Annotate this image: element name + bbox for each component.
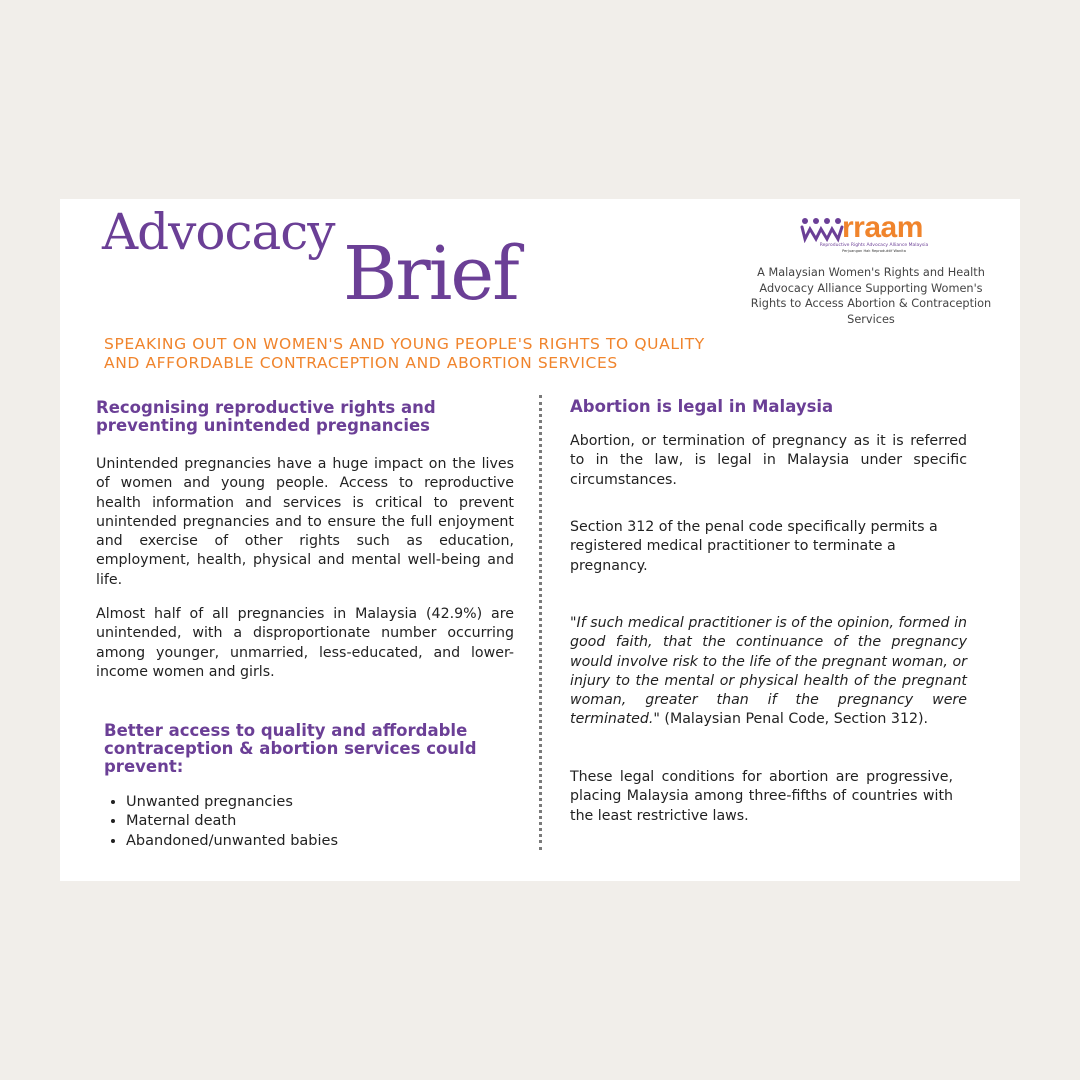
logo-tagline-secondary: Perjuangan Hak Reproduktif Wanita: [842, 249, 906, 253]
quote-citation: (Malaysian Penal Code, Section 312).: [659, 711, 929, 728]
list-item: • Unwanted pregnancies: [126, 793, 338, 812]
paragraph-unintended-impact: Unintended pregnancies have a huge impact on the lives of women and young people. Access to reproductive health information and services is critical to prevent unintended pregnancies and to ensure the full enjoyment and exercise of other rights such as education, employment, health, physical and mental well-being and life.: [96, 456, 514, 588]
alliance-description: A Malaysian Women's Rights and Health Advocacy Alliance Supporting Women's Rights to Access Abortion & Contraception Services: [750, 266, 992, 326]
heading-reproductive-rights: Recognising reproductive rights and preventing unintended pregnancies: [96, 398, 436, 435]
rraam-logo: [800, 211, 942, 257]
subtitle-line-2: AND AFFORDABLE CONTRACEPTION AND ABORTION SERVICES: [104, 354, 618, 372]
heading-better-access: Better access to quality and affordable contraception & abortion services could prevent:: [104, 721, 477, 776]
list-item: • Maternal death: [126, 812, 338, 831]
prevention-list: [104, 793, 338, 851]
paragraph-pregnancy-statistics: Almost half of all pregnancies in Malaysia (42.9%) are unintended, with a disproportionate number occurring among younger, unmarried, less-educated, and lower-income women and girls.: [96, 606, 514, 680]
quote-text: "If such medical practitioner is of the opinion, formed in good faith, that the continuance of the pregnancy would involve risk to the life of the pregnant woman, or injury to the mental or physical health of the pregnant woman, greater than if the pregnancy were terminated.": [570, 615, 968, 728]
paragraph-abortion-legal: Abortion, or termination of pregnancy as it is referred to in the law, is legal in Malaysia under specific circumstances.: [570, 433, 967, 488]
paragraph-section-312: Section 312 of the penal code specifically permits a registered medical practitioner to terminate a pregnancy.: [570, 519, 938, 574]
paragraph-penal-code-quote: [570, 614, 967, 730]
people-chain-icon: [800, 217, 844, 243]
column-divider: [539, 395, 542, 850]
advocacy-brief-card: [60, 199, 1020, 881]
paragraph-progressive-laws: These legal conditions for abortion are progressive, placing Malaysia among three-fifths of countries with the least restrictive laws.: [570, 769, 953, 824]
subtitle: [104, 335, 784, 373]
logo-wordmark: rraam: [842, 211, 923, 244]
title-brief: Brief: [343, 231, 518, 317]
heading-abortion-legal: Abortion is legal in Malaysia: [570, 397, 834, 416]
logo-tagline: Reproductive Rights Advocacy Alliance Malaysia: [819, 243, 929, 248]
title-advocacy: Advocacy: [102, 203, 335, 261]
list-item: • Abandoned/unwanted babies: [126, 832, 338, 851]
subtitle-line-1: SPEAKING OUT ON WOMEN'S AND YOUNG PEOPLE'S RIGHTS TO QUALITY: [104, 335, 705, 353]
